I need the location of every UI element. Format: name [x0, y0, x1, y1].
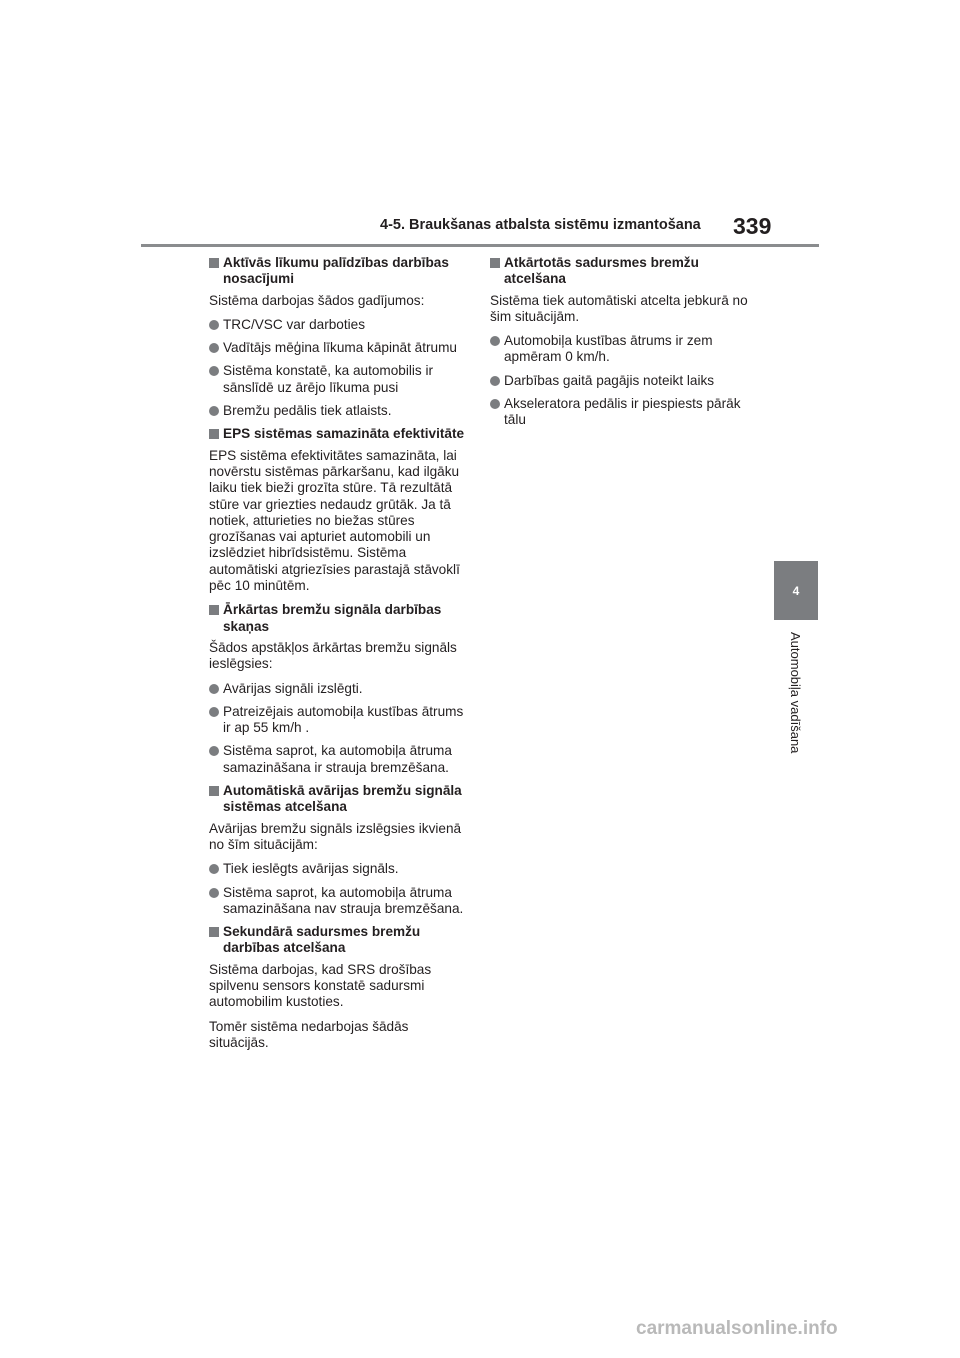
section-heading — [209, 426, 471, 442]
circle-bullet-icon — [209, 746, 219, 756]
bullet-item — [209, 317, 471, 333]
bullet-text: Sistēma saprot, ka automobiļa ātruma samazināšana nav strauja bremzēšana. — [223, 884, 464, 916]
bullet-item — [490, 373, 752, 389]
circle-bullet-icon — [209, 320, 219, 330]
section — [209, 924, 471, 1051]
paragraph: Sistēma darbojas šādos gadījumos: — [209, 292, 425, 308]
section-heading — [209, 602, 471, 635]
watermark: carmanualsonline.info — [636, 1318, 838, 1339]
chapter-number: 4 — [792, 583, 800, 598]
section-heading-text: Automātiskā avārijas bremžu signāla sistēmas atcelšana — [223, 783, 462, 815]
section-heading — [209, 924, 471, 957]
bullet-item — [209, 704, 471, 737]
section — [490, 255, 752, 429]
section-heading-text: Ārkārtas bremžu signāla darbības skaņas — [223, 602, 442, 634]
bullet-text: Avārijas signāli izslēgti. — [223, 680, 363, 696]
section-heading-text: Sekundārā sadursmes bremžu darbības atcelšana — [223, 924, 421, 956]
paragraph: Šādos apstākļos ārkārtas bremžu signāls ieslēgsies: — [209, 639, 457, 672]
section-heading-text: Atkārtotās sadursmes bremžu atcelšana — [504, 255, 699, 287]
bullet-item — [209, 681, 471, 697]
paragraph: Tomēr sistēma nedarbojas šādās situācijās. — [209, 1018, 409, 1050]
bullet-item — [209, 363, 471, 396]
section — [209, 255, 471, 419]
circle-bullet-icon — [209, 684, 219, 694]
square-bullet-icon — [490, 258, 500, 268]
bullet-item — [490, 333, 752, 366]
square-bullet-icon — [209, 605, 219, 615]
square-bullet-icon — [209, 258, 219, 268]
bullet-item — [209, 340, 471, 356]
bullet-text: Vadītājs mēģina līkuma kāpināt ātrumu — [223, 340, 457, 356]
circle-bullet-icon — [490, 336, 500, 346]
circle-bullet-icon — [209, 343, 219, 353]
square-bullet-icon — [209, 927, 219, 937]
circle-bullet-icon — [490, 399, 500, 409]
bullet-text: Akseleratora pedālis ir piespiests pārāk tālu — [504, 396, 741, 428]
section — [209, 426, 471, 594]
chapter-tab — [774, 561, 818, 620]
bullet-text: Sistēma konstatē, ka automobilis ir sānslīdē uz ārējo līkuma pusi — [223, 363, 434, 395]
section — [209, 602, 471, 776]
circle-bullet-icon — [209, 366, 219, 376]
bullet-text: Bremžu pedālis tiek atlaists. — [223, 403, 392, 419]
square-bullet-icon — [209, 786, 219, 796]
circle-bullet-icon — [209, 864, 219, 874]
header-rule — [141, 244, 819, 247]
paragraph: EPS sistēma efektivitātes samazināta, lai novērstu sistēmas pārkaršanu, kad ilgāku laiku tiek bieži grozīta stūre. Tā rezultātā stūre var griezties nedaudz grūtāk. Ja tā notiek, atturieties no biežas stūres grozīšanas vai apturiet automobili un izslēdziet hibrīdsistēmu. Sistēma automātiski atgriezīsies parastajā stāvoklī pēc 10 minūtēm. — [209, 447, 460, 594]
page-number: 339 — [733, 213, 772, 239]
right-column — [490, 255, 752, 436]
bullet-text: Automobiļa kustības ātrums ir zem apmēram 0 km/h. — [504, 333, 713, 365]
page-header-title: 4-5. Braukšanas atbalsta sistēmu izmantošana — [380, 217, 701, 233]
chapter-label: Automobiļa vadīšana — [788, 632, 803, 754]
bullet-item — [209, 403, 471, 419]
circle-bullet-icon — [209, 707, 219, 717]
paragraph: Avārijas bremžu signāls izslēgsies ikvienā no šīm situācijām: — [209, 820, 462, 852]
bullet-item — [209, 885, 471, 918]
left-column — [209, 255, 471, 1059]
circle-bullet-icon — [490, 376, 500, 386]
circle-bullet-icon — [209, 888, 219, 898]
section-heading — [209, 255, 471, 288]
bullet-text: Patreizējais automobiļa kustības ātrums ir ap 55 km/h . — [223, 703, 464, 736]
bullet-item — [490, 396, 752, 429]
bullet-text: Tiek ieslēgts avārijas signāls. — [223, 861, 399, 877]
circle-bullet-icon — [209, 406, 219, 416]
bullet-item — [209, 861, 471, 877]
bullet-item — [209, 743, 471, 776]
bullet-text: Darbības gaitā pagājis noteikt laiks — [504, 372, 715, 388]
section-heading — [490, 255, 752, 288]
paragraph: Sistēma tiek automātiski atcelta jebkurā no šim situācijām. — [490, 292, 748, 324]
bullet-text: Sistēma saprot, ka automobiļa ātruma samazināšana ir strauja bremzēšana. — [223, 743, 452, 775]
section — [209, 783, 471, 917]
section-heading-text: Aktīvās līkumu palīdzības darbības nosacījumi — [223, 255, 449, 287]
bullet-text: TRC/VSC var darboties — [223, 316, 366, 332]
square-bullet-icon — [209, 429, 219, 439]
paragraph: Sistēma darbojas, kad SRS drošības spilvenu sensors konstatē sadursmi automobilim kustoties. — [209, 961, 432, 1010]
section-heading-text: EPS sistēmas samazināta efektivitāte — [223, 426, 465, 442]
section-heading — [209, 783, 471, 816]
